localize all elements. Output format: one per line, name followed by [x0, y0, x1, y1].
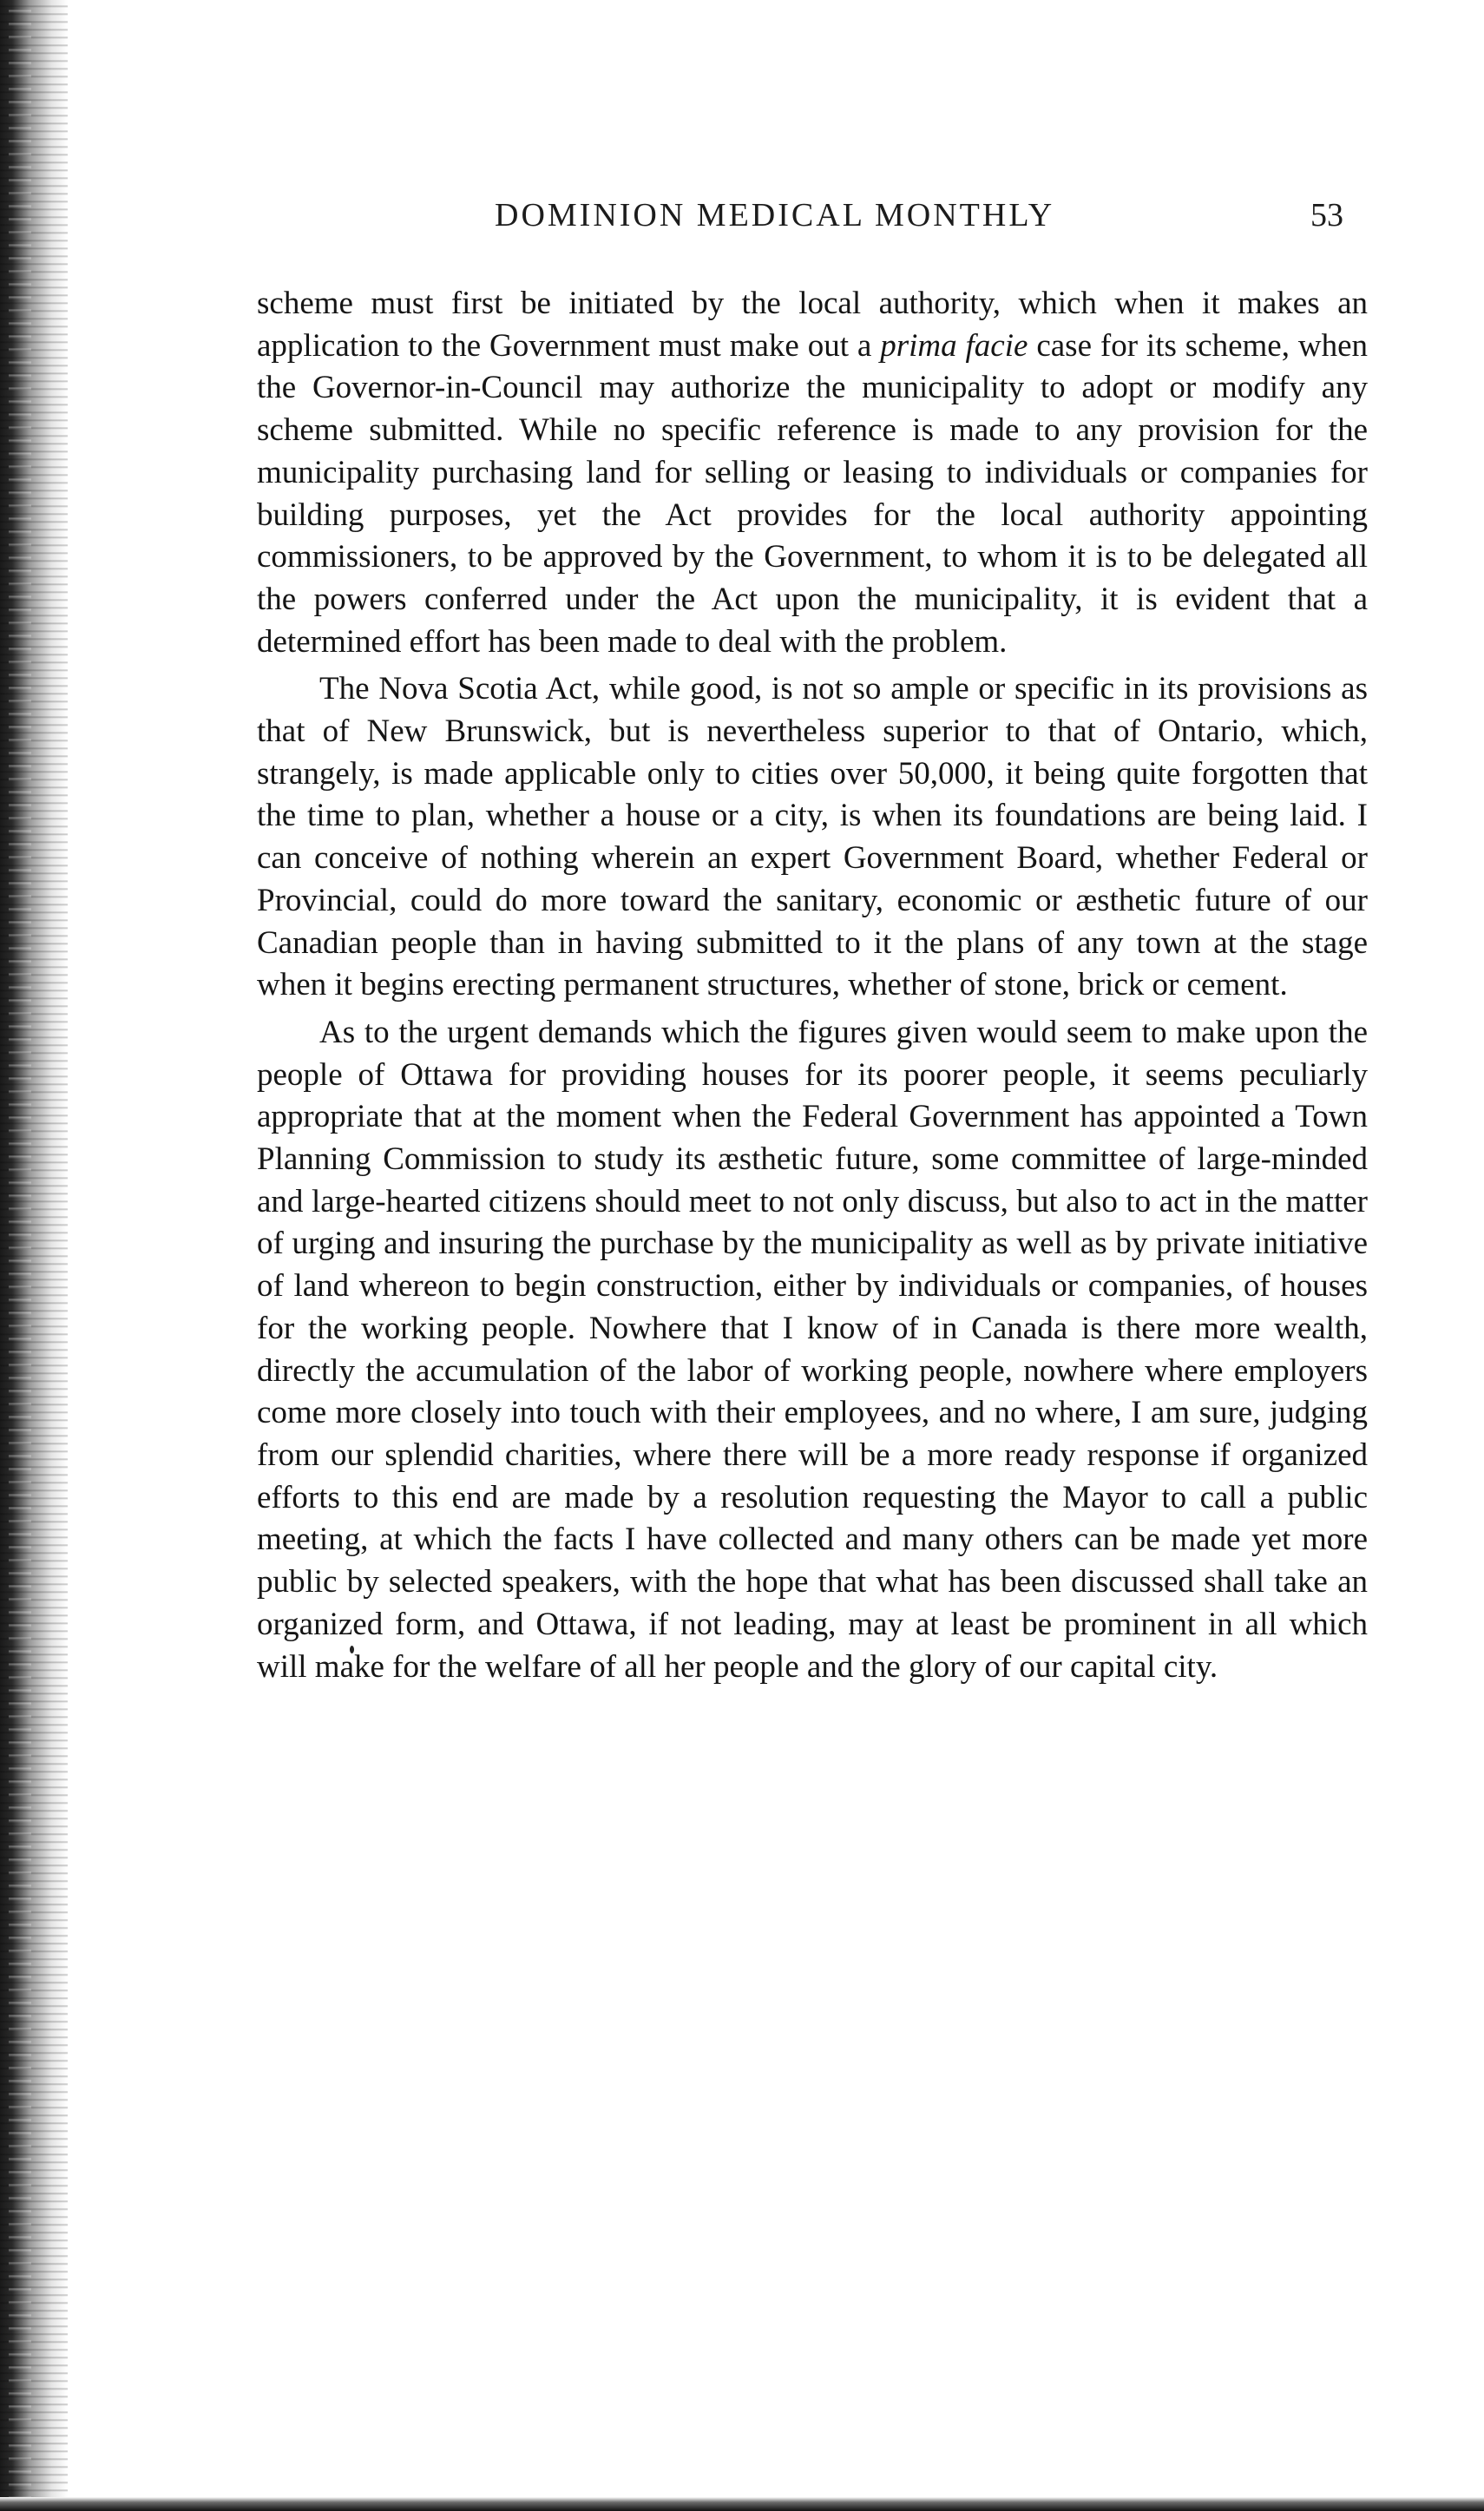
paragraph-3: As to the urgent demands which the figures given would seem to make upon the people of Ottawa for providing houses for its poorer people, it seems peculiarly appropriate that at the moment when the Federal Government has appointed a Town Planning Commission to study its æsthetic future, some committee of large-minded and large-hearted citizens should meet to not only discuss, but also to act in the matter of urging and insuring the purchase by the municipality as well as by private initiative of land whereon to begin construction, either by individuals or companies, of houses for the working people. Nowhere that I know of in Canada is there more wealth, directly the accumulation of the labor of working people, nowhere where employers come more closely into touch with their employees, and no where, I am sure, judging from our splendid charities, where there will be a more ready response if organized efforts to this end are made by a resolution requesting the Mayor to call a public meeting, at which the facts I have collected and many others can be made yet more public by selected speakers, with the hope that what has been discussed shall take an organized form, and Ottawa, if not leading, may at least be prominent in all which will make for the welfare of all her people and the glory of our capital city.: [257, 1014, 1368, 1685]
scanned-bottom-edge: [0, 2497, 1484, 2511]
article-body: [257, 283, 1368, 1688]
running-title: DOMINION MEDICAL MONTHLY: [495, 197, 1055, 233]
paragraph-1-text-b: case for its scheme, when the Governor-in-Council may authorize the municipality to adopt or modify any scheme submitted. While no specific reference is made to any provision for the municipality purchasing land for selling or leasing to individuals or companies for building purposes, yet the Act provides for the local authority appointing commissioners, to be approved by the Government, to whom it is to be delegated all the powers conferred under the Act upon the municipality, it is evident that a determined effort has been made to deal with the problem.: [257, 327, 1368, 660]
page-number: 53: [1310, 197, 1343, 233]
scanned-binding-edge: [0, 0, 68, 2511]
paragraph-1-italic-phrase: prima facie: [880, 327, 1028, 364]
paragraph-2: The Nova Scotia Act, while good, is not so ample or specific in its provisions as that of New Brunswick, but is nevertheless superior to that of Ontario, which, strangely, is made applicable only to cities over 50,000, it being quite forgotten that the time to plan, whether a house or a city, is when its foundations are being laid. I can conceive of nothing wherein an expert Government Board, whether Federal or Provincial, could do more toward the sanitary, economic or æsthetic future of our Canadian people than in having submitted to it the plans of any town at the stage when it begins erecting permanent structures, whether of stone, brick or cement.: [257, 671, 1368, 1003]
paragraph-1: [257, 283, 1368, 663]
paragraph-1-text-a: scheme must first be initiated by the local authority, which when it makes an application to the Government must make out a: [257, 286, 1368, 364]
